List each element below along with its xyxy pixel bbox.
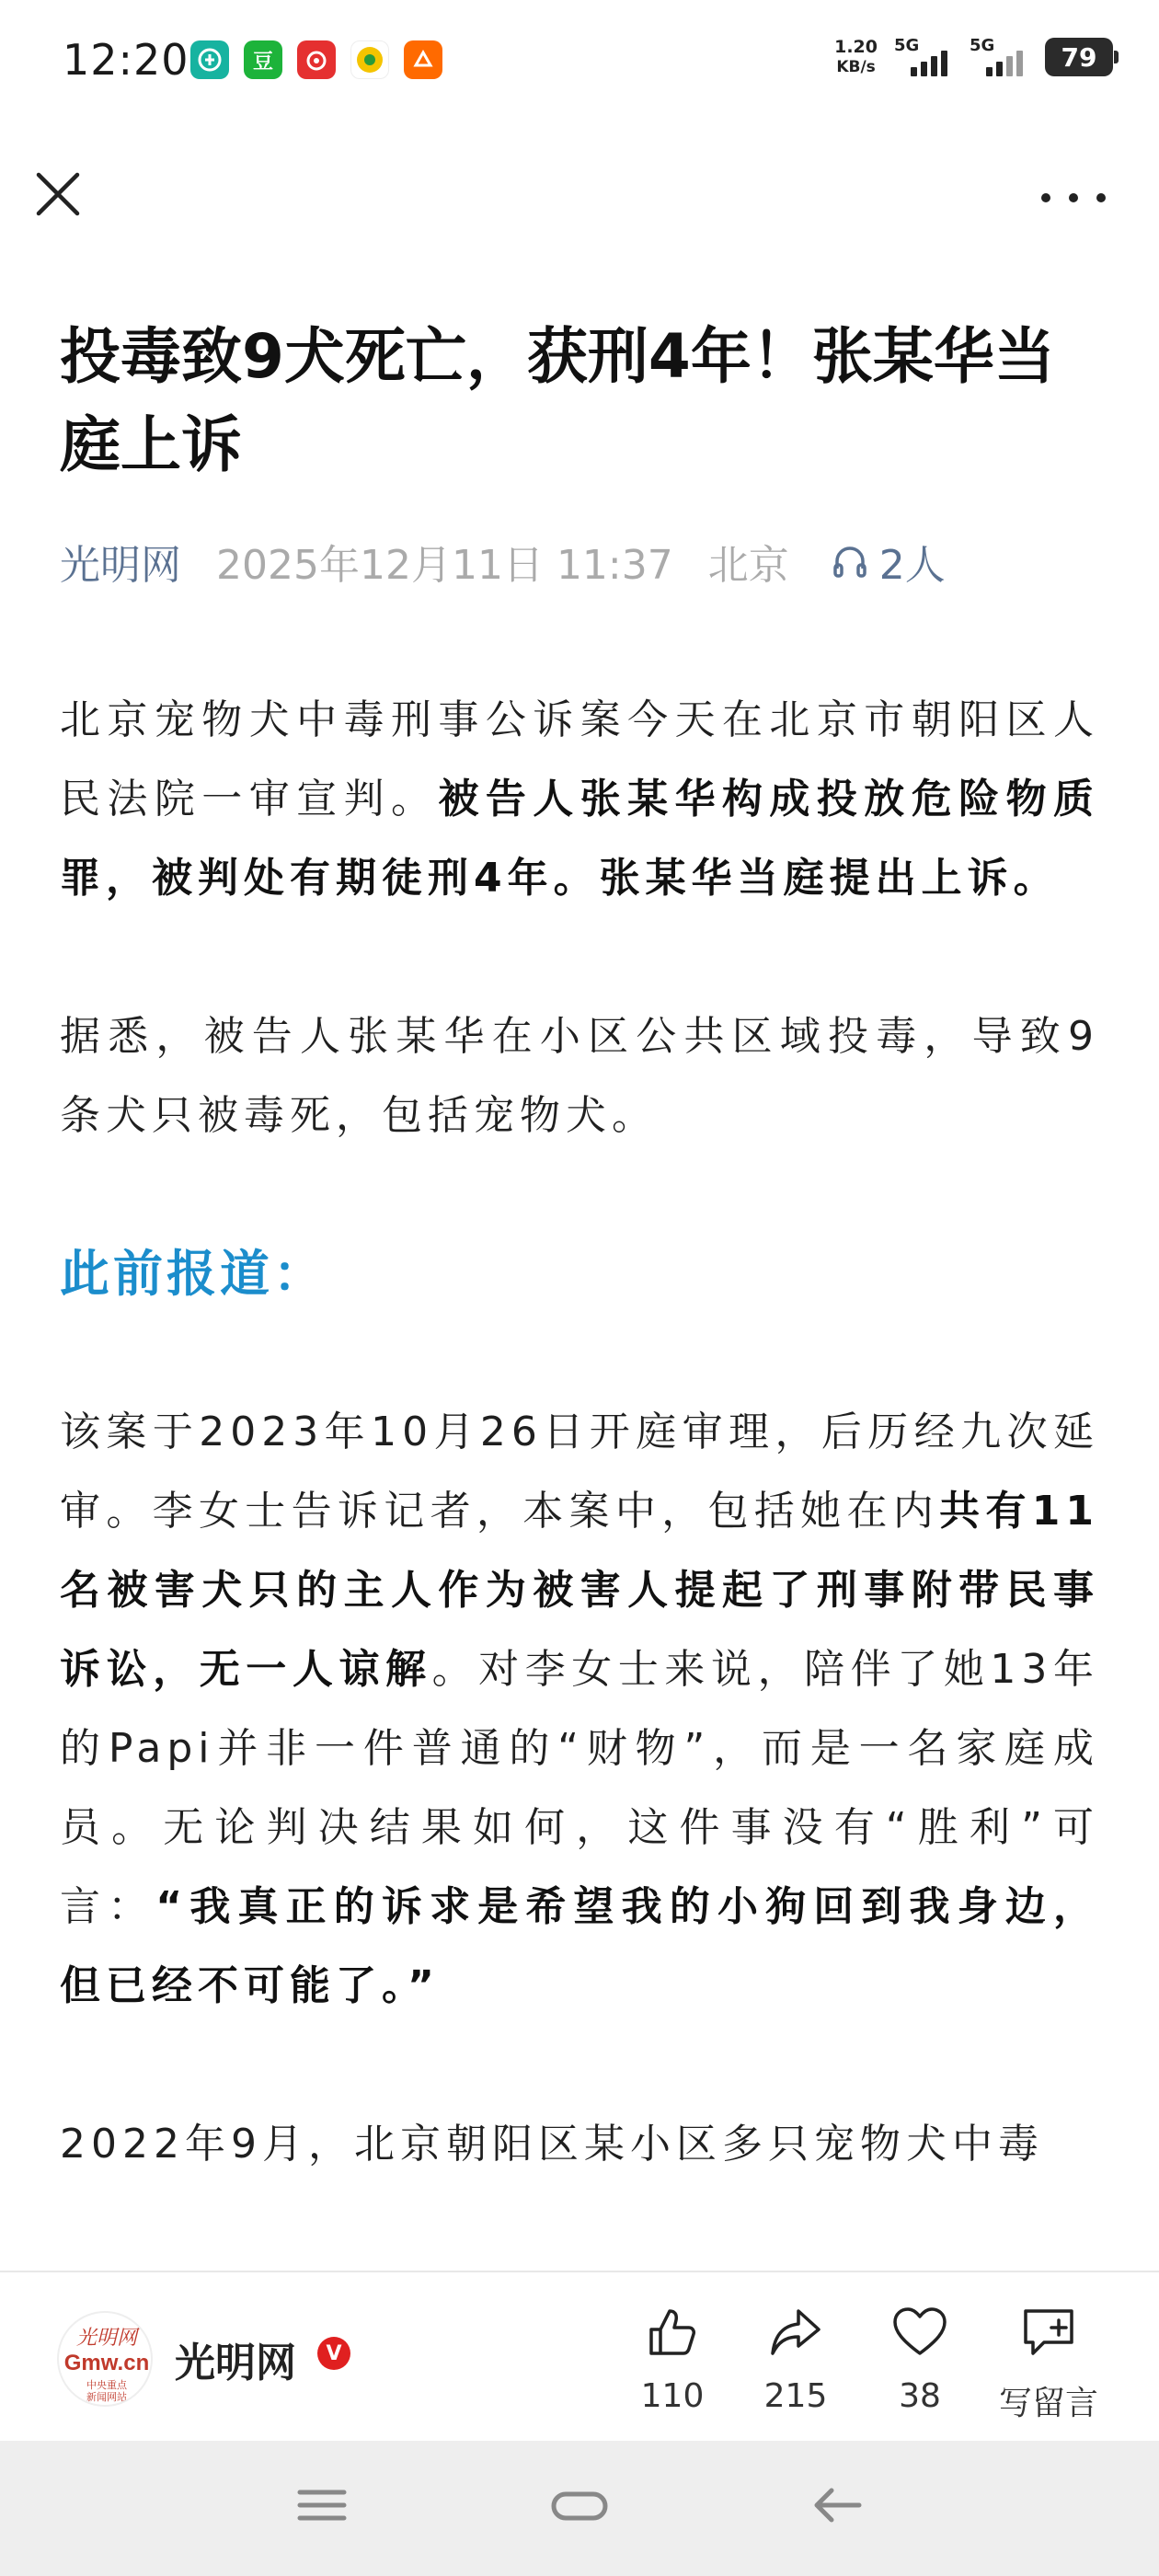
- thumbs-up-icon: [642, 2302, 703, 2363]
- section-heading: 此前报道：: [60, 1245, 327, 1303]
- network-speed: 1.20 KB/s: [834, 37, 878, 76]
- menu-icon[interactable]: [294, 2478, 350, 2536]
- verified-badge-icon: V: [317, 2337, 350, 2370]
- favorite-count: 38: [899, 2377, 941, 2415]
- comment-add-icon: [1018, 2302, 1079, 2363]
- article-title: 投毒致9犬死亡，获刑4年！张某华当庭上诉: [60, 321, 1055, 480]
- publisher-logo[interactable]: [57, 2311, 153, 2407]
- favorite-button[interactable]: [869, 2302, 970, 2415]
- status-indicators: [834, 37, 1113, 77]
- status-bar: [0, 0, 1159, 124]
- paragraph-2: 据悉，被告人张某华在小区公共区域投毒，导致9条犬只被毒死，包括宠物犬。: [60, 1013, 1099, 1139]
- paragraph-3: 该案于2023年10月26日开庭审理，后历经九次延审。李女士告诉记者，本案中，包括她在内共有11名被害犬只的主人作为被害人提起了刑事附带民事诉讼，无一人谅解。对李女士来说，陪伴了她13年的Papi并非一件普通的“财物”，而是一名家庭成员。无论判决结果如何，这件事没有“胜利”可言：“我真正的诉求是希望我的小狗回到我身边，但已经不可能了。”: [60, 1409, 1099, 2009]
- heart-icon: [889, 2302, 950, 2363]
- status-time: 12:20: [63, 35, 189, 85]
- more-options-icon[interactable]: [1041, 175, 1106, 221]
- bottom-action-bar: [0, 2271, 1159, 2441]
- notification-icons: [190, 40, 442, 79]
- meituan-icon: [350, 40, 389, 79]
- share-button[interactable]: [745, 2302, 846, 2415]
- netease-music-icon: [297, 40, 336, 79]
- svg-text:新闻网站: 新闻网站: [86, 2392, 127, 2403]
- article-body: [60, 681, 1099, 2184]
- headphones-icon: [830, 541, 870, 581]
- comment-label: 写留言: [998, 2385, 1098, 2422]
- paragraph-4: 2022年9月，北京朝阳区某小区多只宠物犬中毒: [60, 2121, 1044, 2168]
- article-datetime: 2025年12月11日 11:37: [216, 542, 673, 589]
- write-comment-button[interactable]: [993, 2302, 1104, 2424]
- alibaba-1688-icon: [404, 40, 442, 79]
- home-icon[interactable]: [550, 2478, 609, 2536]
- listen-button[interactable]: [830, 532, 946, 591]
- wechat-pay-icon: [190, 40, 229, 79]
- article-location: 北京: [707, 542, 789, 589]
- article-meta: [60, 532, 946, 591]
- battery-icon: 79: [1045, 38, 1113, 76]
- douban-icon: 豆: [244, 40, 282, 79]
- like-count: 110: [640, 2377, 705, 2415]
- back-icon[interactable]: [809, 2478, 865, 2536]
- publisher-name[interactable]: 光明网: [175, 2340, 296, 2386]
- close-icon[interactable]: [29, 166, 86, 223]
- svg-text:中央重点: 中央重点: [86, 2380, 127, 2391]
- signal-strength-icon-2: 5G: [970, 38, 1028, 76]
- svg-text:光明网: 光明网: [75, 2327, 138, 2350]
- signal-strength-icon: 5G: [894, 38, 953, 76]
- article-source[interactable]: 光明网: [60, 542, 181, 589]
- share-icon: [765, 2302, 826, 2363]
- paragraph-1: 北京宠物犬中毒刑事公诉案今天在北京市朝阳区人民法院一审宣判。被告人张某华构成投放危险物质罪，被判处有期徒刑4年。张某华当庭提出上诉。: [60, 696, 1100, 902]
- listener-count: 2人: [878, 542, 946, 589]
- system-navigation-bar: [0, 2441, 1159, 2576]
- svg-text:Gmw.cn: Gmw.cn: [63, 2351, 150, 2375]
- like-button[interactable]: [622, 2302, 723, 2415]
- share-count: 215: [763, 2377, 828, 2415]
